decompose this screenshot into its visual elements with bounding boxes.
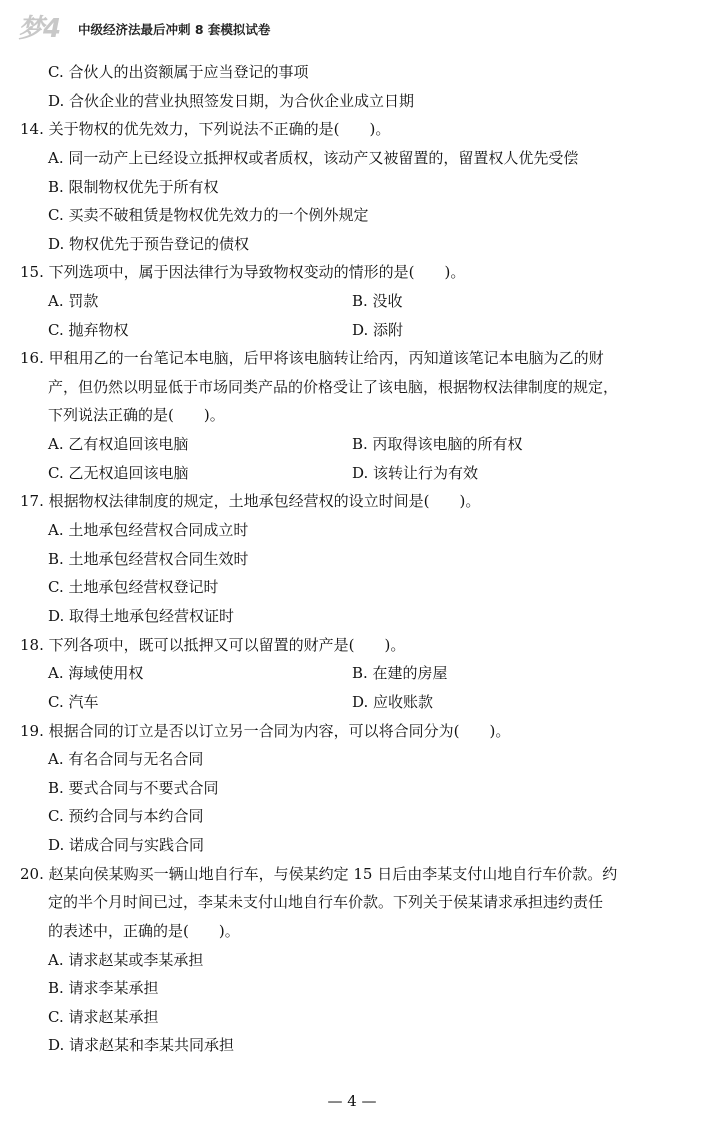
- series-logo: 梦4: [18, 14, 61, 44]
- option-line: C. 抛弃物权: [48, 321, 129, 339]
- option-line: C. 乙无权追回该电脑: [48, 464, 189, 482]
- book-title: 中级经济法最后冲刺 8 套模拟试卷: [78, 22, 271, 37]
- option-line: D. 诺成合同与实践合同: [48, 836, 205, 854]
- option-line: C. 土地承包经营权登记时: [48, 578, 219, 596]
- page-number: — 4 —: [327, 1092, 377, 1110]
- option-line: B. 要式合同与不要式合同: [48, 779, 219, 797]
- question-20: 20. 赵某向侯某购买一辆山地自行车，与侯某约定 15 日后由李某支付山地自行车价款。约: [20, 865, 618, 883]
- question-17: 17. 根据物权法律制度的规定，土地承包经营权的设立时间是( )。: [20, 492, 481, 510]
- option-line: B. 请求李某承担: [48, 979, 159, 997]
- option-line: B. 在建的房屋: [352, 664, 448, 682]
- option-line: D. 请求赵某和李某共同承担: [48, 1036, 235, 1054]
- option-line: C. 合伙人的出资额属于应当登记的事项: [48, 63, 309, 81]
- option-line: A. 有名合同与无名合同: [48, 750, 204, 768]
- option-line: B. 限制物权优先于所有权: [48, 178, 219, 196]
- option-line: C. 预约合同与本约合同: [48, 807, 204, 825]
- option-line: D. 取得土地承包经营权证时: [48, 607, 235, 625]
- question-15: 15. 下列选项中，属于因法律行为导致物权变动的情形的是( )。: [20, 263, 466, 281]
- option-line: D. 物权优先于预告登记的债权: [48, 235, 250, 253]
- option-line: D. 添附: [352, 321, 404, 339]
- option-line: A. 同一动产上已经设立抵押权或者质权，该动产又被留置的，留置权人优先受偿: [48, 149, 579, 167]
- option-line: D. 合伙企业的营业执照签发日期，为合伙企业成立日期: [48, 92, 415, 110]
- option-line: A. 海域使用权: [48, 664, 144, 682]
- page-header: [18, 8, 688, 42]
- option-line: A. 土地承包经营权合同成立时: [48, 521, 249, 539]
- question-20-cont: 的表述中，正确的是( )。: [48, 922, 240, 940]
- question-19: 19. 根据合同的订立是否以订立另一合同为内容，可以将合同分为( )。: [20, 722, 511, 740]
- question-16-cont: 下列说法正确的是( )。: [48, 406, 225, 424]
- option-line: A. 请求赵某或李某承担: [48, 951, 204, 969]
- question-16-cont: 产，但仍然以明显低于市场同类产品的价格受让了该电脑，根据物权法律制度的规定，: [48, 378, 619, 396]
- option-line: B. 土地承包经营权合同生效时: [48, 550, 249, 568]
- question-16: 16. 甲租用乙的一台笔记本电脑，后甲将该电脑转让给丙，丙知道该笔记本电脑为乙的财: [20, 349, 604, 367]
- question-20-cont: 定的半个月时间已过，李某未支付山地自行车价款。下列关于侯某请求承担违约责任: [48, 893, 604, 911]
- option-line: C. 请求赵某承担: [48, 1008, 159, 1026]
- option-line: C. 买卖不破租赁是物权优先效力的一个例外规定: [48, 206, 369, 224]
- option-line: B. 没收: [352, 292, 403, 310]
- option-line: D. 应收账款: [352, 693, 434, 711]
- question-18: 18. 下列各项中，既可以抵押又可以留置的财产是( )。: [20, 636, 406, 654]
- option-line: A. 乙有权追回该电脑: [48, 435, 189, 453]
- question-14: 14. 关于物权的优先效力，下列说法不正确的是( )。: [20, 120, 391, 138]
- option-line: A. 罚款: [48, 292, 99, 310]
- option-line: B. 丙取得该电脑的所有权: [352, 435, 523, 453]
- option-line: C. 汽车: [48, 693, 99, 711]
- option-line: D. 该转让行为有效: [352, 464, 479, 482]
